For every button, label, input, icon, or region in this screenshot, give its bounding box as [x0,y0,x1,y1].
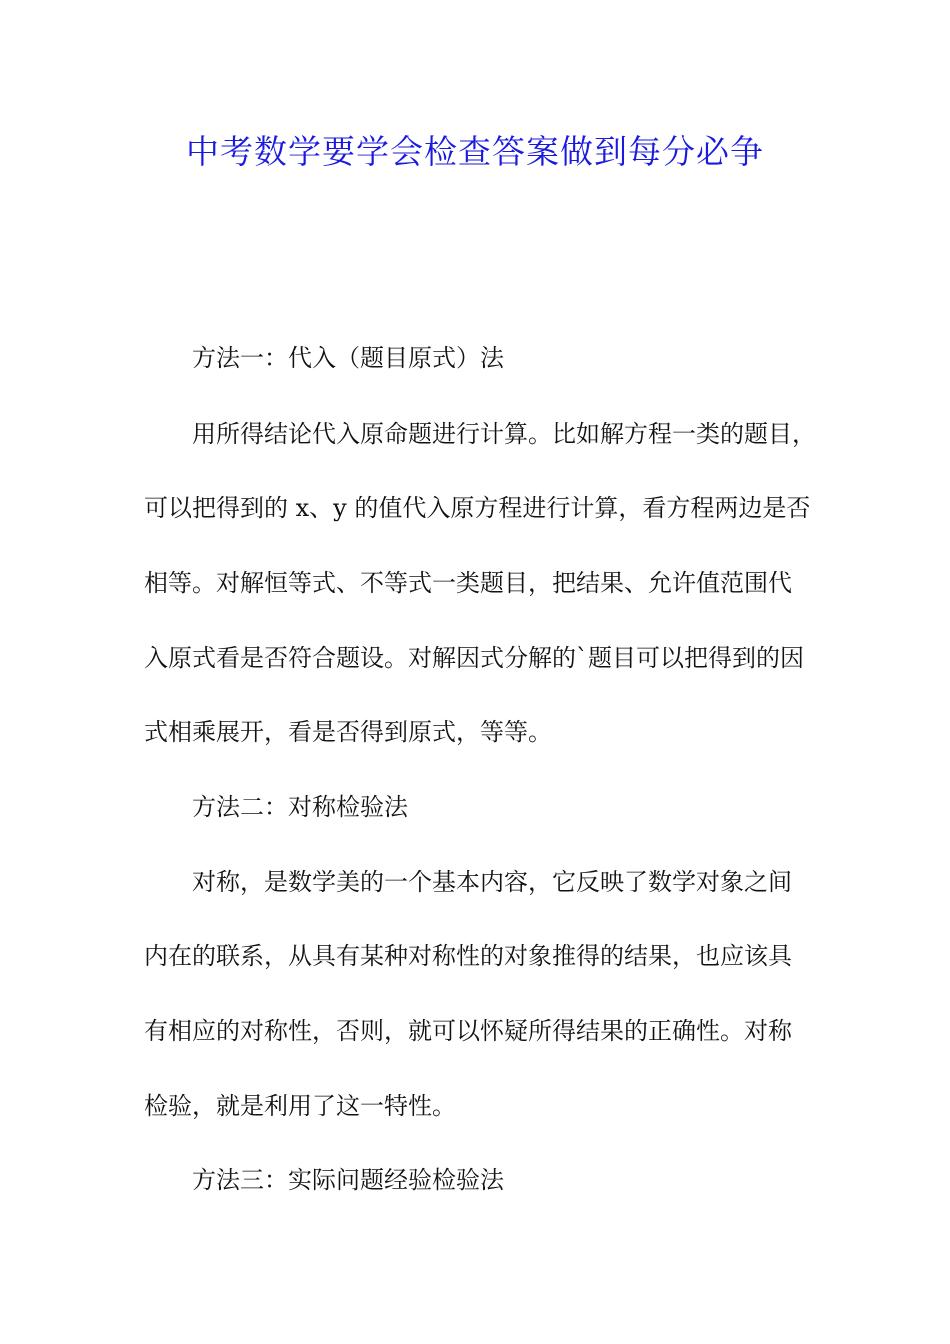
paragraph-line: 入原式看是否符合题设。对解因式分解的`题目可以把得到的因 [144,644,804,672]
method-2-heading: 方法二：对称检验法 [192,793,408,821]
paragraph-line: 相等。对解恒等式、不等式一类题目，把结果、允许值范围代 [144,569,792,597]
document-title: 中考数学要学会检查答案做到每分必争 [186,132,764,171]
paragraph-line: 内在的联系，从具有某种对称性的对象推得的结果，也应该具 [144,942,792,970]
method-3-heading: 方法三：实际问题经验检验法 [192,1166,504,1194]
paragraph-line: 用所得结论代入原命题进行计算。比如解方程一类的题目， [192,420,816,448]
paragraph-line: 可以把得到的 x、y 的值代入原方程进行计算，看方程两边是否 [144,494,811,522]
paragraph-line: 式相乘展开，看是否得到原式，等等。 [144,718,552,746]
paragraph-line: 对称，是数学美的一个基本内容，它反映了数学对象之间 [192,868,792,896]
paragraph-line: 检验，就是利用了这一特性。 [144,1092,456,1120]
method-1-heading: 方法一：代入（题目原式）法 [192,344,504,372]
paragraph-line: 有相应的对称性，否则，就可以怀疑所得结果的正确性。对称 [144,1017,792,1045]
